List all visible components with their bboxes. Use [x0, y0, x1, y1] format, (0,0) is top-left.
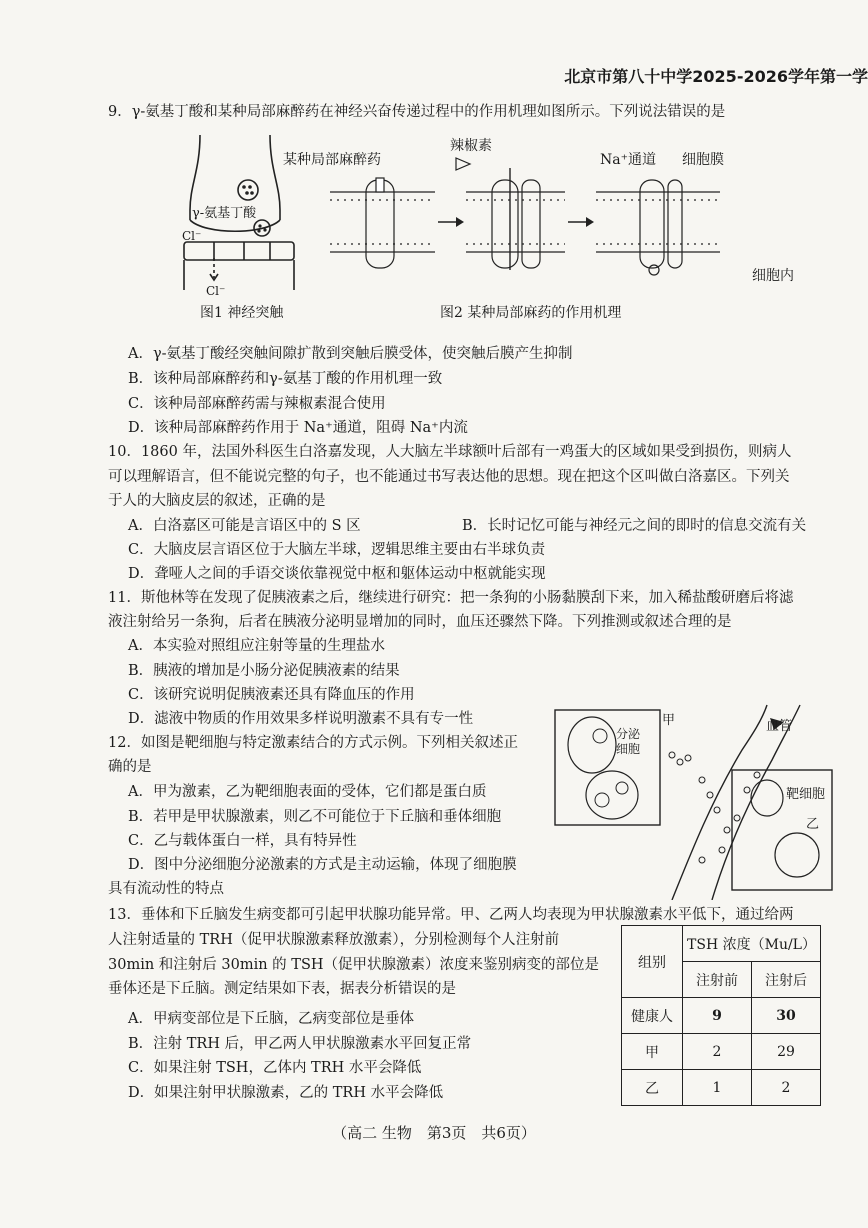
- label-cl-2: Cl⁻: [206, 284, 226, 298]
- q11-option-c[interactable]: C．该研究说明促胰液素还具有降血压的作用: [128, 687, 415, 703]
- q9-option-a[interactable]: A．γ-氨基丁酸经突触间隙扩散到突触后膜受体，使突触后膜产生抑制: [128, 346, 573, 362]
- na-channel-1: [366, 180, 394, 268]
- q13-option-a[interactable]: A．甲病变部位是下丘脑，乙病变部位是垂体: [128, 1011, 414, 1027]
- row-before: 2: [683, 1034, 752, 1070]
- vesicle-1: [238, 180, 258, 200]
- label-secretory-1: 分泌: [616, 727, 641, 741]
- label-anesthetic: 某种局部麻醉药: [283, 152, 381, 168]
- na-channel-2: [522, 180, 540, 268]
- q13-option-b[interactable]: B．注射 TRH 后，甲乙两人甲状腺激素水平回复正常: [128, 1036, 472, 1052]
- blood-vessel-wall-left: [672, 705, 767, 900]
- row-name: 乙: [622, 1070, 683, 1106]
- label-membrane: 细胞膜: [682, 152, 724, 168]
- row-name: 甲: [622, 1034, 683, 1070]
- postsynaptic-membrane: [184, 260, 294, 290]
- q13-stem-line4: 垂体还是下丘脑。测定结果如下表，据表分析错误的是: [108, 981, 456, 997]
- label-vessel: 血管: [766, 719, 793, 734]
- q12-stem-line1: 12．如图是靶细胞与特定激素结合的方式示例。下列相关叙述正: [108, 735, 518, 751]
- label-fig1: 图1 神经突触: [200, 305, 284, 321]
- q10-stem-line1: 10．1860 年，法国外科医生白洛嘉发现，人大脑左半球额叶后部有一鸡蛋大的区域如果受到损伤，则病人: [108, 444, 792, 460]
- label-capsaicin: 辣椒素: [450, 138, 492, 154]
- label-target: 靶细胞: [786, 787, 826, 802]
- th-after: 注射后: [752, 962, 821, 998]
- membrane-panel-3: [596, 180, 720, 275]
- label-inside: 细胞内: [752, 268, 794, 284]
- row-after: 30: [752, 998, 821, 1034]
- q11-option-d[interactable]: D．滤液中物质的作用效果多样说明激素不具有专一性: [128, 711, 474, 727]
- q13-stem-line1: 13．垂体和下丘脑发生病变都可引起甲状腺功能异常。甲、乙两人均表现为甲状腺激素水平低下，通过给两: [108, 907, 794, 923]
- q10-option-a[interactable]: A．白洛嘉区可能是言语区中的 S 区: [128, 518, 361, 534]
- membrane-panel-2: [456, 158, 565, 270]
- label-na-channel: Na⁺通道: [600, 152, 656, 168]
- q12-figure: [552, 700, 852, 900]
- row-before: 1: [683, 1070, 752, 1106]
- q13-option-d[interactable]: D．如果注射甲状腺激素，乙的 TRH 水平会降低: [128, 1085, 444, 1101]
- capsaicin-icon: [456, 158, 470, 170]
- label-gaba: γ-氨基丁酸: [192, 206, 257, 221]
- secretory-cell-box: [555, 710, 660, 825]
- label-cl-1: Cl⁻: [182, 229, 202, 243]
- label-yi: 乙: [806, 817, 820, 832]
- row-name: 健康人: [622, 998, 683, 1034]
- q11-option-a[interactable]: A．本实验对照组应注射等量的生理盐水: [128, 638, 385, 654]
- label-secretory-2: 细胞: [616, 742, 641, 756]
- q10-option-b[interactable]: B．长时记忆可能与神经元之间的即时的信息交流有关: [462, 518, 807, 534]
- q9-figure: [170, 130, 810, 330]
- secretory-cell-1: [568, 717, 616, 773]
- th-tsh: TSH 浓度（Mu/L）: [683, 926, 821, 962]
- secretory-cell-2: [586, 771, 638, 819]
- row-after: 2: [752, 1070, 821, 1106]
- q12-option-d-line2: 具有流动性的特点: [108, 881, 224, 897]
- q9-option-d[interactable]: D．该种局部麻醉药作用于 Na⁺通道，阻碍 Na⁺内流: [128, 420, 468, 436]
- row-before: 9: [683, 998, 752, 1034]
- exam-header: 北京市第八十中学2025-2026学年第一学: [564, 67, 868, 86]
- q12-option-a[interactable]: A．甲为激素，乙为靶细胞表面的受体，它们都是蛋白质: [128, 784, 487, 800]
- na-channel-3: [640, 180, 664, 268]
- q11-option-b[interactable]: B．胰液的增加是小肠分泌促胰液素的结果: [128, 663, 400, 679]
- q10-stem-line3: 于人的大脑皮层的叙述，正确的是: [108, 493, 326, 509]
- q10-stem-line2: 可以理解语言，但不能说完整的句子，也不能通过书写表达他的思想。现在把这个区叫做白洛嘉区。下列关: [108, 469, 790, 485]
- row-after: 29: [752, 1034, 821, 1070]
- tsh-table: [621, 925, 821, 1106]
- q10-option-d[interactable]: D．聋哑人之间的手语交谈依靠视觉中枢和躯体运动中枢就能实现: [128, 566, 546, 582]
- blood-vessel-wall-right: [712, 705, 800, 900]
- q11-stem-line1: 11．斯他林等在发现了促胰液素之后，继续进行研究：把一条狗的小肠黏膜刮下来，加入稀盐酸研磨后将滤: [108, 590, 794, 606]
- q10-option-c[interactable]: C．大脑皮层言语区位于大脑左半球，逻辑思维主要由右半球负责: [128, 542, 546, 558]
- th-group: 组别: [622, 926, 683, 998]
- postsynaptic-receptor-band: [184, 242, 294, 260]
- th-before: 注射前: [683, 962, 752, 998]
- q12-option-b[interactable]: B．若甲是甲状腺激素，则乙不可能位于下丘脑和垂体细胞: [128, 809, 502, 825]
- q12-option-d-line1[interactable]: D．图中分泌细胞分泌激素的方式是主动运输，体现了细胞膜: [128, 857, 517, 873]
- q11-stem-line2: 液注射给另一条狗，后者在胰液分泌明显增加的同时，血压还骤然下降。下列推测或叙述合理的是: [108, 614, 732, 630]
- target-cell-2: [775, 833, 819, 877]
- q9-stem: 9．γ-氨基丁酸和某种局部麻醉药在神经兴奋传递过程中的作用机理如图所示。下列说法错误的是: [108, 104, 726, 120]
- q9-option-c[interactable]: C．该种局部麻醉药需与辣椒素混合使用: [128, 396, 386, 412]
- q13-stem-line3: 30min 和注射后 30min 的 TSH（促甲状腺激素）浓度来鉴别病变的部位是: [108, 957, 600, 973]
- q13-option-c[interactable]: C．如果注射 TSH，乙体内 TRH 水平会降低: [128, 1060, 422, 1076]
- label-fig2: 图2 某种局部麻药的作用机理: [440, 305, 622, 321]
- label-jia: 甲: [662, 713, 676, 728]
- target-cell-1: [751, 780, 783, 816]
- membrane-panel-1: [330, 178, 435, 268]
- q12-option-c[interactable]: C．乙与载体蛋白一样，具有特异性: [128, 833, 357, 849]
- trpv1-channel: [492, 180, 518, 268]
- q12-stem-line2: 确的是: [108, 759, 152, 775]
- q9-option-b[interactable]: B．该种局部麻醉药和γ-氨基丁酸的作用机理一致: [128, 371, 443, 387]
- page-footer: （高二 生物 第3页 共6页）: [332, 1124, 536, 1142]
- q13-stem-line2: 人注射适量的 TRH（促甲状腺激素释放激素），分别检测每个人注射前: [108, 932, 560, 948]
